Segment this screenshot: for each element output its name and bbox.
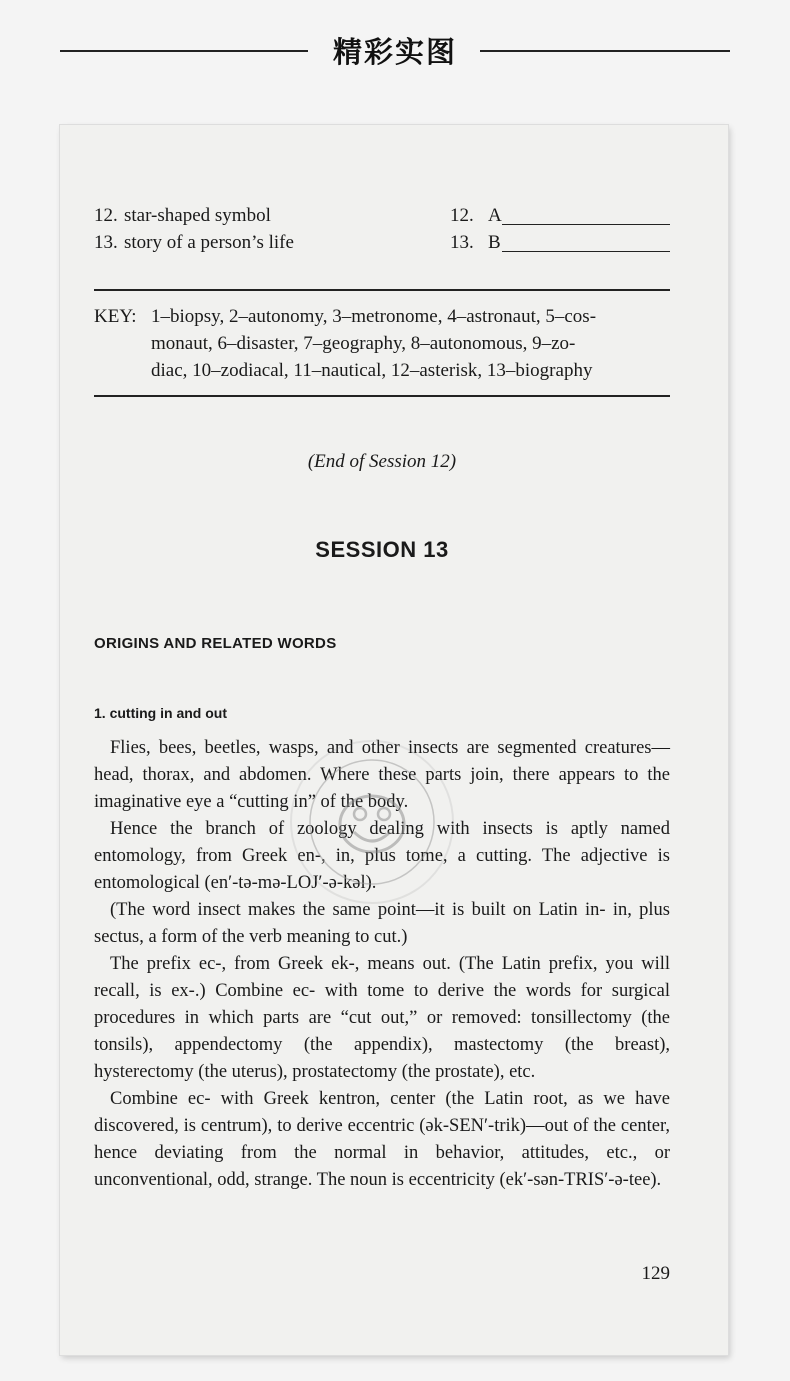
page-number: 129 (641, 1263, 670, 1284)
paragraph: Combine ec- with Greek kentron, center (the Latin root, as we have discovered, is centrum), to derive eccentric (ək-SEN′-trik)—out of the center, hence deviating from the normal in behavior, attitudes, etc., or unconventional, odd, strange. The noun is eccentricity (ek′-sən-TRIS′-ə-tee). (94, 1089, 670, 1190)
answer-blank (502, 224, 670, 225)
banner-right-rule (480, 50, 730, 52)
subheading: 1. cutting in and out (94, 705, 227, 721)
answer-number: 13. (450, 232, 474, 253)
book-page (60, 125, 728, 1355)
answer-letter: A (488, 205, 502, 226)
divider-top (94, 289, 670, 291)
exercise-number: 12. (94, 205, 118, 226)
key-label: KEY: (94, 306, 137, 327)
paragraph: The prefix ec-, from Greek ek-, means out. (The Latin prefix, you will recall, is ex-.) Combine ec- with tome to derive the words for surgical procedures in which parts are “cut out,” or removed: tonsillectomy (the tonsils), appendectomy (the appendix), mastectomy (the breast), hysterectomy (the uterus), prostatectomy (the prostate), etc. (94, 954, 670, 1082)
banner-left-rule (60, 50, 308, 52)
key-line: diac, 10–zodiacal, 11–nautical, 12–asterisk, 13–biography (151, 360, 593, 381)
answer-letter: B (488, 232, 501, 253)
key-line: monaut, 6–disaster, 7–geography, 8–autonomous, 9–zo- (151, 333, 576, 354)
exercise-description: star-shaped symbol (124, 205, 271, 226)
banner (0, 0, 790, 110)
exercise-number: 13. (94, 232, 118, 253)
end-of-session-note: (End of Session 12) (307, 451, 457, 472)
paragraph: Flies, bees, beetles, wasps, and other insects are segmented creatures—head, thorax, and abdomen. Where these parts join, there appears to the imaginative eye a “cutting in” of the body. (94, 738, 670, 812)
key-line: 1–biopsy, 2–autonomy, 3–metronome, 4–astronaut, 5–cos- (151, 306, 597, 327)
divider-bottom (94, 395, 670, 397)
watermark-mascot-icon (292, 742, 452, 902)
section-heading: ORIGINS AND RELATED WORDS (94, 635, 337, 652)
banner-title: 精彩实图 (332, 35, 457, 69)
answer-blank (502, 251, 670, 252)
publisher-watermark (290, 740, 454, 904)
answer-number: 12. (450, 205, 474, 226)
session-title: SESSION 13 (315, 537, 449, 562)
exercise-description: story of a person’s life (124, 232, 294, 253)
paragraph: Hence the branch of zoology dealing with insects is aptly named entomology, from Greek en-, in, plus tome, a cutting. The adjective is entomological (en′-tə-mə-LOJ′-ə-kəl). (94, 819, 670, 893)
paragraph: (The word insect makes the same point—it is built on Latin in- in, plus sectus, a form of the verb meaning to cut.) (94, 900, 670, 947)
